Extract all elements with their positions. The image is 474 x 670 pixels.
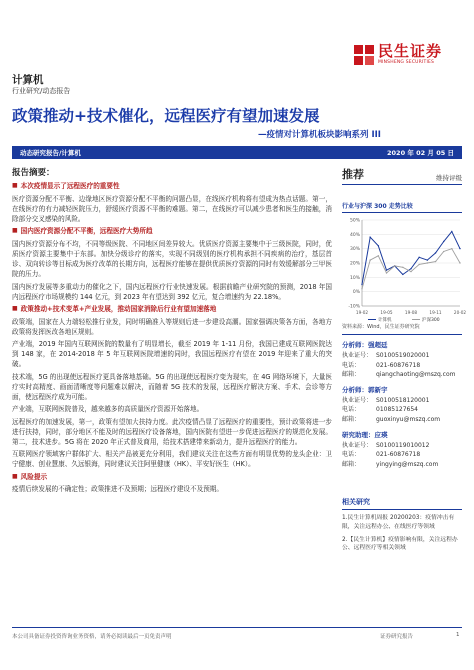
- contact-value: S0100119010012: [376, 441, 430, 449]
- footer-series: 证券研究报告: [380, 634, 414, 640]
- sidebar: [342, 166, 467, 553]
- analyst-title: 研究助理：: [342, 430, 375, 439]
- bullet-icon: ■: [12, 182, 18, 189]
- analyst-name: [342, 430, 462, 439]
- section-heading-text: 国内医疗资源分配不平衡，远程医疗大势所趋: [20, 227, 153, 236]
- analyst-contact-row: [342, 405, 462, 415]
- legend-label: 沪深300: [422, 318, 440, 323]
- x-tick-label: 19-05: [380, 310, 393, 315]
- analyst-name-text: 应瑛: [374, 430, 388, 439]
- contact-value: 01085127654: [376, 406, 418, 414]
- related-item: 1.民生计算机周报 20200203：疫情冲击有限，关注远程办公、在线医疗等领域: [342, 515, 455, 531]
- contact-label: 邮箱：: [342, 460, 361, 468]
- section-paragraph: 医疗资源分配不平衡、边缘地区医疗资源分配不平衡的问题凸显，在线医疗机构将有望成为热点话题。第一，在线医疗的有力减轻医院压力，舒缓医疗资源不平衡的难题。第二，在线医疗可以减少患者和医生的接触，消除部分交叉感染的风险。: [12, 194, 332, 223]
- y-tick-label: 0%: [352, 290, 360, 296]
- series-point-0: [378, 245, 379, 246]
- x-tick-label: 20-02: [453, 310, 467, 315]
- series-point-0: [459, 248, 460, 249]
- contact-label: 执业证号：: [342, 352, 373, 359]
- report-category: 动态研究报告/计算机: [20, 149, 81, 157]
- page-number: 1: [456, 632, 460, 638]
- analyst-title: 分析师：: [342, 385, 368, 394]
- related-title: 相关研究: [342, 497, 462, 510]
- related-list: [342, 514, 462, 553]
- brand-mark-icon: [354, 45, 374, 65]
- rating-sub: 维持评级: [436, 174, 462, 182]
- section-heading-text: 政策推动+技术变革+产业发展，推动国家消除后行业有望加速落地: [20, 305, 217, 314]
- section-heading: [12, 227, 332, 237]
- series-point-1: [451, 248, 452, 249]
- series-point-1: [435, 261, 436, 262]
- abstract-column: [12, 166, 332, 621]
- report-type: 行业研究/动态报告: [12, 87, 71, 95]
- contact-label: 邮箱：: [342, 415, 361, 423]
- section-paragraph: 政策端，国家在人力端轻松推行业发，同时明确准入等规则后进一步建设高潮。国家强调决策各方面，各地方政策将发挥医改各地区规则。: [12, 317, 332, 336]
- analyst-contact-row: [342, 396, 462, 406]
- analyst-contact-row: [342, 361, 462, 371]
- y-tick-label: 10%: [349, 275, 360, 281]
- series-point-0: [369, 237, 370, 238]
- abstract-sections: [12, 182, 332, 494]
- report-date: 2020 年 02 月 05 日: [387, 149, 454, 157]
- contact-label: 邮箱：: [342, 371, 361, 379]
- sector-label: 计算机: [12, 74, 44, 86]
- footer-disclaimer: 本公司具备证券投资咨询业务资格，请务必阅读最后一页免责声明: [12, 634, 172, 640]
- contact-label: 电话：: [342, 406, 361, 414]
- contact-label: 执业证号：: [342, 441, 373, 449]
- analyst-name-text: 郭新宇: [368, 385, 388, 394]
- series-point-0: [427, 259, 428, 260]
- bullet-icon: ■: [12, 305, 18, 313]
- series-point-1: [402, 267, 403, 268]
- section-paragraph: 疫情后续发展的不确定性；政策推进不及预期；远程医疗建设不及预期。: [12, 485, 223, 494]
- series-point-0: [443, 241, 444, 242]
- analyst-contact-row: [342, 415, 462, 425]
- contact-value: S0100518120001: [376, 396, 430, 404]
- series-point-1: [427, 262, 428, 263]
- series-point-0: [361, 284, 362, 285]
- section-heading-text: 本次疫情显示了远程医疗的重要性: [20, 182, 120, 190]
- section-paragraph: 技术端，5G 的出现使远程医疗更具备落地基础。5G 的出现使远程医疗变为现实，在 4G 网络环境下，大量医疗实时高精度、画面清晰度等问题难以解决，而随着 5G 技术的发展，远程医疗解决方案、手术、会诊等方面，使远程医疗成为可能。: [12, 372, 332, 402]
- trend-chart: [342, 216, 467, 323]
- series-point-0: [402, 274, 403, 275]
- section-paragraph: 国内医疗发展等多重动力的催化之下，国内远程医疗行业快速发展。根据前瞻产业研究院的预测，2018 年国内远程医疗市场规模约 144 亿元，到 2023 年有望达到 392 亿元，复合增速约为 22.18%。: [12, 282, 332, 301]
- series-point-1: [369, 259, 370, 260]
- analyst-name-text: 强超廷: [368, 341, 388, 349]
- contact-label: 电话：: [342, 361, 361, 369]
- analyst-contact-row: [342, 460, 462, 470]
- series-point-1: [361, 288, 362, 289]
- contact-value: S0100519020001: [376, 352, 430, 359]
- y-tick-label: 40%: [349, 232, 360, 238]
- brand-name-en: MINSHENG SECURITIES: [378, 60, 435, 65]
- analyst-contact-row: [342, 450, 462, 460]
- related-item: 2.【民生计算机】疫情影响有限，关注远程办公、远程医疗等相关领域: [342, 536, 458, 552]
- section-paragraph: 产业端，互联网医院普及，越来越多的高质量医疗资源开始落地。: [12, 405, 204, 414]
- series-line-0: [362, 232, 460, 285]
- series-point-1: [410, 271, 411, 272]
- contact-label: 电话：: [342, 451, 361, 459]
- analyst-contact-row: [342, 441, 462, 451]
- x-tick-label: 19-11: [429, 310, 442, 315]
- section-heading: [12, 473, 332, 483]
- section-heading-text: 风险提示: [20, 472, 48, 481]
- contact-label: 执业证号：: [342, 396, 373, 404]
- x-tick-label: 19-08: [404, 310, 418, 315]
- bullet-icon: ■: [12, 472, 18, 480]
- analyst-name: [342, 340, 462, 349]
- brand-logo: [354, 44, 442, 66]
- x-tick-label: 19-02: [355, 310, 369, 315]
- series-point-1: [418, 264, 419, 265]
- series-point-1: [378, 255, 379, 256]
- series-point-0: [418, 257, 419, 258]
- chart-title: 行业与沪深 300 走势比较: [342, 201, 462, 213]
- contact-value: 021-60876718: [376, 361, 421, 369]
- y-tick-label: 20%: [349, 261, 360, 267]
- chart-source: 资料来源：Wind，民生证券研究院: [342, 324, 420, 330]
- y-tick-label: 50%: [349, 218, 360, 224]
- abstract-title: 报告摘要：: [12, 168, 55, 178]
- brand-name: 民生证券: [378, 42, 443, 60]
- section-heading: [12, 182, 332, 192]
- section-paragraph: 远程医疗的加速发展，第一，政策有望加大扶持力度。此次疫情凸显了远程医疗的重要性，预计政策将进一步进行扶持，同时，部分地区不能及时的远程医疗设备落地，国内医院有望进一步促进远程医疗的规范化发展。第二，技术进步。5G 将在 2020 年正式普及商用，给技术搭建带来新动力，提升远程医疗的能力。: [12, 417, 332, 447]
- series-point-1: [459, 262, 460, 263]
- y-tick-label: -10%: [348, 304, 360, 310]
- series-point-1: [386, 272, 387, 273]
- series-point-1: [443, 251, 444, 252]
- y-tick-label: 30%: [349, 247, 360, 253]
- section-paragraph: 互联网医疗领域客户群体扩大、相关产品被更充分利用，我们建议关注在这些方面有明显优势的龙头企业：卫宁健康、创业慧康、久远银海，同时建议关注阿里健康（HK）、平安好医生（HK）。: [12, 450, 332, 469]
- series-point-0: [386, 269, 387, 270]
- analyst-contact-row: [342, 351, 462, 361]
- series-point-0: [451, 231, 452, 232]
- rating-label: 推荐: [342, 168, 364, 181]
- analyst-title: 分析师：: [342, 341, 368, 349]
- contact-value: yingying@mszq.com: [376, 460, 439, 468]
- contact-value: 021-60876718: [376, 451, 421, 459]
- legend-label: 计算机: [378, 318, 392, 323]
- section-heading: [12, 305, 332, 315]
- page-title: 政策推动+技术催化，远程医疗有望加速发展: [12, 107, 320, 125]
- analyst-contact-row: [342, 370, 462, 380]
- contact-value: qiangchaoting@mszq.com: [376, 371, 456, 379]
- series-point-1: [394, 265, 395, 266]
- analyst-name: [342, 385, 462, 394]
- rating-block: [342, 166, 462, 185]
- series-point-0: [435, 252, 436, 253]
- section-paragraph: 国内医疗资源分布不均，不同等级医院、不同地区间差异较大。优质医疗资源主要集中于三级医院，同时，优质医疗资源主要集中于东部。加快分级诊疗的落实，实现不同级别的医疗机构承担不同疾病的治疗，基层首诊、双向转诊等目标成为医疗改革的长期方向，远程医疗能够在提供优质医疗资源的同时有效缓解部分三甲医院的压力。: [12, 239, 332, 279]
- contact-value: guoxinyu@mszq.com: [376, 415, 441, 423]
- report-info-bar: [12, 146, 462, 159]
- footer-divider: [12, 627, 462, 628]
- series-point-0: [410, 268, 411, 269]
- trend-chart-svg: [342, 216, 467, 323]
- section-paragraph: 产业端，2019 年国内互联网医院的数量有了明显增长，截至 2019 年 1-11 月份，我国已建成互联网医院达到 148 家，在 2014-2018 年 5 年互联网医院增速的同时，我国远程医疗有望在 2019 年迎来了重大的突破。: [12, 340, 332, 369]
- page-subtitle: —疫情对计算机板块影响系列 III: [258, 130, 381, 140]
- bullet-icon: ■: [12, 227, 18, 235]
- analyst-list: [342, 334, 462, 469]
